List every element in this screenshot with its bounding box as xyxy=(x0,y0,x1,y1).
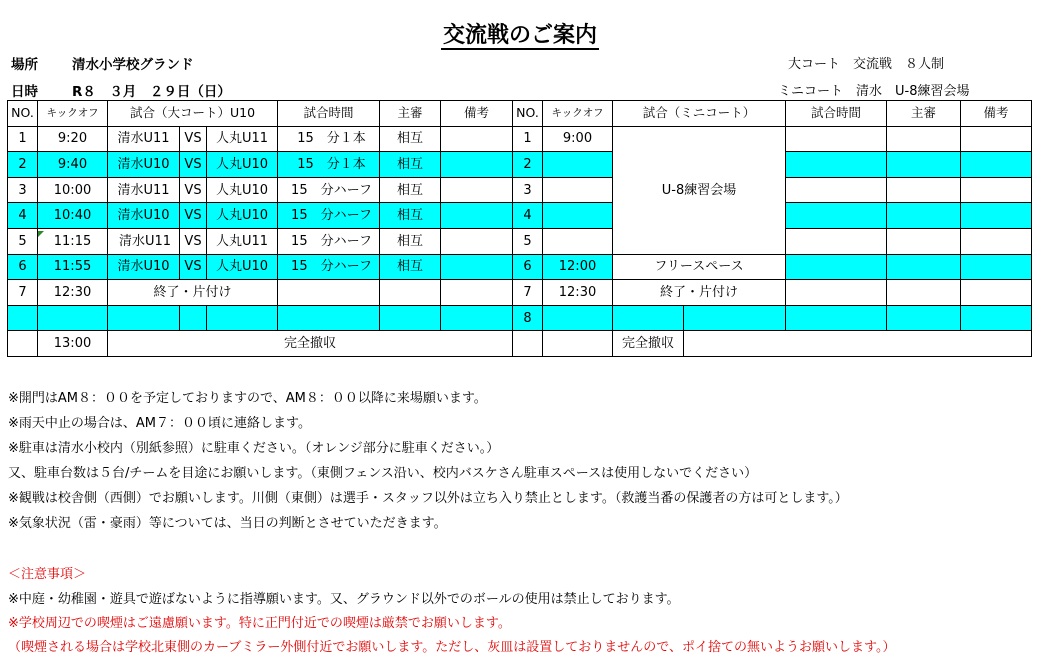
row-away-team: 人丸U10 xyxy=(207,254,278,280)
row-no2: 6 xyxy=(513,254,543,280)
row-kickoff: 9:40 xyxy=(38,152,108,178)
header-remarks: 備考 xyxy=(441,101,513,127)
row-remarks2 xyxy=(961,203,1032,229)
row-referee2 xyxy=(887,203,961,229)
table-row xyxy=(8,152,1032,178)
row-duration2 xyxy=(786,126,887,152)
row-referee: 相互 xyxy=(380,254,441,280)
row-referee2 xyxy=(887,126,961,152)
table-row xyxy=(8,126,1032,152)
row-kickoff2: 9:00 xyxy=(543,126,613,152)
row-duration2 xyxy=(786,203,887,229)
header-referee2: 主審 xyxy=(887,101,961,127)
row-kickoff2: 12:00 xyxy=(543,254,613,280)
row-home-team: 清水U11 xyxy=(108,228,180,254)
row-vs: VS xyxy=(180,228,207,254)
row-blank xyxy=(786,331,1032,357)
row-duration2 xyxy=(786,177,887,203)
note-line: ※気象状況（雷・豪雨）等については、当日の判断とさせていただきます。 xyxy=(8,516,447,531)
row-duration: 15 分１本 xyxy=(278,126,380,152)
big-court-info: 大コート 交流戦 ８人制 xyxy=(788,57,945,72)
cell-comment-marker xyxy=(38,231,44,237)
row-referee2 xyxy=(887,177,961,203)
row-mini-b xyxy=(684,305,786,331)
row-no2: 5 xyxy=(513,228,543,254)
header-duration: 試合時間 xyxy=(278,101,380,127)
full-withdrawal: 完全撤収 xyxy=(108,331,513,357)
row-duration: 15 分ハーフ xyxy=(278,228,380,254)
row-no2: 2 xyxy=(513,152,543,178)
row-kickoff2 xyxy=(543,228,613,254)
row-no2: 8 xyxy=(513,305,543,331)
note-line: ※観戦は校舎側（西側）でお願いします。川側（東側）は選手・スタッフ以外は立ち入り禁止とします。（救護当番の保護者の方は可とします。） xyxy=(8,491,848,506)
row-no: 5 xyxy=(8,228,38,254)
row-duration: 15 分ハーフ xyxy=(278,177,380,203)
row-away-team: 人丸U11 xyxy=(207,228,278,254)
table-row xyxy=(8,280,1032,306)
row-kickoff2 xyxy=(543,152,613,178)
row-home-team: 清水U11 xyxy=(108,126,180,152)
row-home-team: 清水U10 xyxy=(108,254,180,280)
row-referee2 xyxy=(887,254,961,280)
row-referee2 xyxy=(887,305,961,331)
row-no: 4 xyxy=(8,203,38,229)
row-kickoff2 xyxy=(543,331,613,357)
row-home-team: 清水U11 xyxy=(108,177,180,203)
row-no: 3 xyxy=(8,177,38,203)
row-home-team: 清水U10 xyxy=(108,152,180,178)
row-referee2 xyxy=(887,152,961,178)
row-home-team xyxy=(108,305,180,331)
row-kickoff: 11:15 xyxy=(38,228,108,254)
row-no2: 7 xyxy=(513,280,543,306)
caution-line: （喫煙される場合は学校北東側のカーブミラー外側付近でお願いします。ただし、灰皿は設置しておりませんので、ポイ捨ての無いようお願いします。） xyxy=(8,640,896,655)
row-remarks xyxy=(441,152,513,178)
row-remarks2 xyxy=(961,305,1032,331)
row-vs: VS xyxy=(180,126,207,152)
row-referee: 相互 xyxy=(380,126,441,152)
page-title: 交流戦のご案内 xyxy=(442,23,597,48)
note-line: ※駐車は清水小校内（別紙参照）に駐車ください。（オレンジ部分に駐車ください。） xyxy=(8,441,500,456)
table-row xyxy=(8,203,1032,229)
row-remarks xyxy=(441,228,513,254)
row-kickoff: 13:00 xyxy=(38,331,108,357)
row-no2 xyxy=(513,331,543,357)
row-referee: 相互 xyxy=(380,152,441,178)
row-away-team xyxy=(207,305,278,331)
caution-heading: ＜注意事項＞ xyxy=(8,567,87,582)
row-remarks2 xyxy=(961,228,1032,254)
row-duration2 xyxy=(786,152,887,178)
row-remarks2 xyxy=(961,126,1032,152)
table-row xyxy=(8,305,1032,331)
row-no2: 1 xyxy=(513,126,543,152)
row-duration xyxy=(278,305,380,331)
note-line: ※雨天中止の場合は、AM７：００頃に連絡します。 xyxy=(8,416,311,431)
mini-practice-area: U-8練習会場 xyxy=(613,126,786,254)
row-referee xyxy=(380,305,441,331)
row-mini-a xyxy=(613,305,684,331)
header-match-big: 試合（大コート）U10 xyxy=(108,101,278,127)
row-away-team: 人丸U10 xyxy=(207,203,278,229)
row-referee: 相互 xyxy=(380,228,441,254)
note-line: 又、駐車台数は５台/チームを目途にお願いします。（東側フェンス沿い、校内バスケさん駐車スペースは使用しないでください） xyxy=(8,466,758,481)
row-duration2 xyxy=(786,228,887,254)
header-kickoff: キックオフ xyxy=(38,101,108,127)
header-kickoff2: キックオフ xyxy=(543,101,613,127)
row-remarks2 xyxy=(961,254,1032,280)
row-no xyxy=(8,331,38,357)
row-kickoff xyxy=(38,305,108,331)
row-vs xyxy=(180,305,207,331)
row-no: 2 xyxy=(8,152,38,178)
table-row xyxy=(8,254,1032,280)
header-no2: NO. xyxy=(513,101,543,127)
row-mini-b xyxy=(684,331,786,357)
row-kickoff2: 12:30 xyxy=(543,280,613,306)
row-referee2 xyxy=(887,280,961,306)
table-row xyxy=(8,228,1032,254)
row-referee xyxy=(380,280,441,306)
place-value: 清水小学校グランド xyxy=(72,57,194,73)
row-remarks xyxy=(441,177,513,203)
row-vs: VS xyxy=(180,152,207,178)
row-vs: VS xyxy=(180,203,207,229)
row-remarks xyxy=(441,280,513,306)
header-no: NO. xyxy=(8,101,38,127)
row-duration: 15 分１本 xyxy=(278,152,380,178)
header-remarks2: 備考 xyxy=(961,101,1032,127)
row-away-team: 人丸U11 xyxy=(207,126,278,152)
row-vs: VS xyxy=(180,177,207,203)
header-duration2: 試合時間 xyxy=(786,101,887,127)
row-kickoff: 9:20 xyxy=(38,126,108,152)
row-kickoff: 10:00 xyxy=(38,177,108,203)
row-duration2 xyxy=(786,305,887,331)
row-no2: 3 xyxy=(513,177,543,203)
row-duration: 15 分ハーフ xyxy=(278,203,380,229)
row-remarks xyxy=(441,254,513,280)
table-row xyxy=(8,331,1032,357)
row-remarks xyxy=(441,305,513,331)
header-match-mini: 試合（ミニコート） xyxy=(613,101,786,127)
caution-line: ※中庭・幼稚園・遊具で遊ばないように指導願います。又、グラウンド以外でのボールの使用は禁止しております。 xyxy=(8,592,680,607)
row-referee: 相互 xyxy=(380,177,441,203)
caution-line: ※学校周辺での喫煙はご遠慮願います。特に正門付近での喫煙は厳禁でお願いします。 xyxy=(8,616,511,631)
row-kickoff2 xyxy=(543,305,613,331)
row-no xyxy=(8,305,38,331)
row-kickoff: 10:40 xyxy=(38,203,108,229)
table-header-row xyxy=(8,101,1032,127)
mini-free-space: フリースペース xyxy=(613,254,786,280)
table-row xyxy=(8,177,1032,203)
row-no: 7 xyxy=(8,280,38,306)
note-line: ※開門はAM８：００を予定しておりますので、AM８：００以降に来場願います。 xyxy=(8,391,487,406)
finish-cleanup: 終了・片付け xyxy=(108,280,278,306)
row-duration2 xyxy=(786,254,887,280)
row-home-team: 清水U10 xyxy=(108,203,180,229)
row-referee: 相互 xyxy=(380,203,441,229)
date-value: R８ ３月 ２９日（日） xyxy=(72,84,231,100)
row-duration: 15 分ハーフ xyxy=(278,254,380,280)
row-kickoff: 12:30 xyxy=(38,280,108,306)
row-referee2 xyxy=(887,228,961,254)
row-remarks2 xyxy=(961,152,1032,178)
schedule-table xyxy=(7,100,1032,357)
finish-cleanup-mini: 終了・片付け xyxy=(613,280,786,306)
date-label: 日時 xyxy=(11,84,38,100)
full-withdrawal-mini: 完全撤収 xyxy=(613,331,684,357)
row-away-team: 人丸U10 xyxy=(207,152,278,178)
row-no: 1 xyxy=(8,126,38,152)
row-kickoff: 11:55 xyxy=(38,254,108,280)
row-duration xyxy=(278,280,380,306)
row-no: 6 xyxy=(8,254,38,280)
place-label: 場所 xyxy=(11,57,38,73)
row-away-team: 人丸U10 xyxy=(207,177,278,203)
row-vs: VS xyxy=(180,254,207,280)
mini-court-info: ミニコート 清水 U-8練習会場 xyxy=(778,84,970,99)
row-remarks xyxy=(441,203,513,229)
row-remarks2 xyxy=(961,280,1032,306)
row-remarks2 xyxy=(961,177,1032,203)
row-kickoff2 xyxy=(543,177,613,203)
row-no2: 4 xyxy=(513,203,543,229)
row-duration2 xyxy=(786,280,887,306)
row-remarks xyxy=(441,126,513,152)
header-referee: 主審 xyxy=(380,101,441,127)
row-kickoff2 xyxy=(543,203,613,229)
